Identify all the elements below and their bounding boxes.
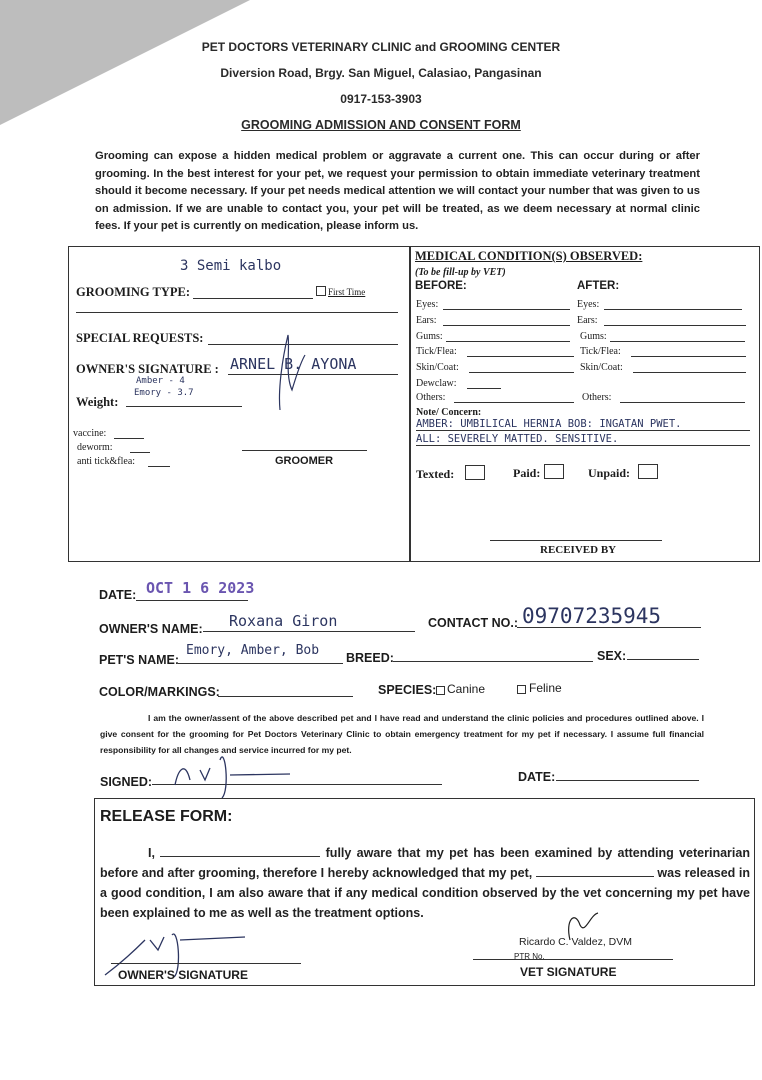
medical-title: MEDICAL CONDITION(S) OBSERVED: — [415, 249, 643, 263]
date-field[interactable] — [136, 600, 248, 601]
before-tickflea-field[interactable] — [467, 356, 574, 357]
form-title: GROOMING ADMISSION AND CONSENT FORM — [241, 118, 521, 132]
grooming-type-value: 3 Semi kalbo — [180, 258, 282, 274]
breed-label: BREED: — [346, 651, 394, 665]
color-markings-field[interactable] — [218, 696, 353, 697]
others-before-label: Others: — [416, 392, 446, 403]
note-label: Note/ Concern: — [416, 407, 482, 418]
pet-name-value: Emory, Amber, Bob — [186, 643, 320, 658]
color-markings-label: COLOR/MARKINGS: — [99, 685, 220, 699]
paid-label: Paid: — [513, 466, 541, 480]
others-after-field[interactable] — [620, 402, 745, 403]
owner-signature-value: ARNEL B. AYONA — [230, 355, 357, 373]
after-label: AFTER: — [577, 280, 620, 292]
others-before-field[interactable] — [454, 402, 574, 403]
received-by-line[interactable] — [490, 540, 662, 541]
before-gums-field[interactable] — [446, 341, 570, 342]
before-skincoat-field[interactable] — [469, 372, 574, 373]
unpaid-label: Unpaid: — [588, 466, 631, 480]
contact-label: CONTACT NO.: — [428, 616, 519, 630]
note-line-2: ALL: SEVERELY MATTED. SENSITIVE. — [416, 433, 619, 445]
pet-name-label: PET'S NAME: — [99, 653, 180, 667]
deworm-field[interactable] — [130, 452, 150, 453]
note-field-line-1[interactable] — [416, 430, 750, 431]
before-tickflea-label: Tick/Flea: — [416, 346, 457, 357]
texted-checkbox[interactable] — [465, 465, 485, 480]
release-text-b: was released in a good condition, I am also aware that if any medical condition observed by the vet concerning my pet have been explained to me as well as the treatment options. — [100, 866, 750, 920]
owner-signature-scribble — [250, 330, 330, 415]
release-paragraph — [100, 843, 750, 923]
vaccine-field[interactable] — [114, 438, 144, 439]
after-ears-label: Ears: — [577, 315, 598, 326]
dewclaw-field[interactable] — [467, 388, 501, 389]
release-i: I, — [148, 846, 155, 860]
after-skincoat-label: Skin/Coat: — [580, 362, 623, 373]
release-title: RELEASE FORM: — [100, 808, 233, 825]
pet-name-field[interactable] — [178, 663, 343, 664]
groomer-label: GROOMER — [275, 455, 334, 467]
sex-label: SEX: — [597, 649, 627, 663]
after-tickflea-field[interactable] — [631, 356, 746, 357]
canine-checkbox[interactable] — [436, 686, 445, 695]
scan-corner-shadow — [0, 0, 250, 125]
feline-checkbox[interactable] — [517, 685, 526, 694]
after-gums-label: Gums: — [580, 331, 607, 342]
special-requests-label: SPECIAL REQUESTS: — [76, 331, 204, 345]
before-eyes-field[interactable] — [443, 309, 570, 310]
note-field-line-2[interactable] — [416, 445, 750, 446]
release-pet-name-field[interactable] — [536, 864, 654, 877]
vaccine-label: vaccine: — [73, 428, 107, 439]
species-label: SPECIES: — [378, 683, 437, 697]
deworm-label: deworm: — [77, 442, 113, 453]
after-skincoat-field[interactable] — [633, 372, 746, 373]
note-line-1: AMBER: UMBILICAL HERNIA BOB: INGATAN PWET. — [416, 418, 682, 430]
weight-label: Weight: — [76, 395, 119, 409]
weight-field[interactable] — [126, 406, 242, 407]
vet-signature-label: VET SIGNATURE — [520, 965, 617, 979]
grooming-type-label: GROOMING TYPE: — [76, 285, 191, 299]
others-after-label: Others: — [582, 392, 612, 403]
before-skincoat-label: Skin/Coat: — [416, 362, 459, 373]
clinic-name: PET DOCTORS VETERINARY CLINIC and GROOMING CENTER — [201, 40, 561, 54]
first-time-checkbox[interactable] — [316, 286, 326, 296]
after-gums-field[interactable] — [610, 341, 745, 342]
groomer-signature-line[interactable] — [242, 450, 367, 451]
owner-signature-label: OWNER'S SIGNATURE : — [76, 362, 219, 376]
weight-value-amber: Amber - 4 — [136, 376, 185, 386]
weight-value-emory: Emory - 3.7 — [134, 388, 194, 398]
after-eyes-label: Eyes: — [577, 299, 600, 310]
sex-field[interactable] — [627, 659, 699, 660]
paid-checkbox[interactable] — [544, 464, 564, 479]
release-owner-signature-line[interactable] — [111, 963, 301, 964]
after-eyes-field[interactable] — [604, 309, 742, 310]
anti-tick-field[interactable] — [148, 466, 170, 467]
medical-subtitle: (To be fill-up by VET) — [415, 267, 506, 278]
dewclaw-label: Dewclaw: — [416, 378, 457, 389]
unpaid-checkbox[interactable] — [638, 464, 658, 479]
release-text-a: fully aware that my pet has been examined by attending veterinarian before and after grooming, therefore I hereby acknowledged that my pet, — [100, 846, 750, 880]
breed-field[interactable] — [393, 661, 593, 662]
anti-tick-label: anti tick&flea: — [77, 456, 136, 467]
ptr-label: PTR No. — [514, 952, 545, 961]
grooming-type-line-2 — [76, 312, 398, 313]
feline-label: Feline — [529, 681, 562, 695]
vet-name: Ricardo C. Valdez, DVM — [519, 936, 633, 948]
after-tickflea-label: Tick/Flea: — [580, 346, 621, 357]
signed-date-field[interactable] — [556, 780, 699, 781]
canine-label: Canine — [447, 682, 486, 696]
intro-paragraph: Grooming can expose a hidden medical problem or aggravate a current one. This can occur during or after grooming. In the best interest for your pet, we request your permission to obtain immediate veterinary treatment should it become necessary. If your pet needs medical attention we will contact your number that was given to us on admission. If we are unable to contact you, your pet will be treated, as we deem necessary at normal clinic fees. If your pet is currently on medication, please inform us. — [95, 150, 700, 232]
contact-value: 09707235945 — [522, 604, 662, 628]
date-label: DATE: — [99, 588, 137, 602]
clinic-phone: 0917-153-3903 — [340, 92, 422, 106]
before-ears-field[interactable] — [443, 325, 570, 326]
owner-name-value: Roxana Giron — [229, 612, 338, 630]
received-by-label: RECEIVED BY — [540, 544, 617, 556]
signed-label: SIGNED: — [100, 775, 153, 789]
before-eyes-label: Eyes: — [416, 299, 439, 310]
before-gums-label: Gums: — [416, 331, 443, 342]
clinic-address: Diversion Road, Brgy. San Miguel, Calasiao, Pangasinan — [220, 66, 542, 80]
first-time-label: First Time — [328, 287, 366, 297]
owner-consent-signature — [160, 740, 300, 800]
release-owner-name-field[interactable] — [160, 844, 320, 857]
grooming-type-field[interactable] — [193, 298, 313, 299]
owner-name-field[interactable] — [203, 631, 415, 632]
box-divider — [409, 246, 411, 562]
consent-paragraph: I am the owner/assent of the above described pet and I have read and understand the clinic policies and procedures outlined above. I give consent for the grooming for Pet Doctors Veterinary Clinic to obtain emergency treatment for my pet if necessary. I assume full financial responsibility for all changes and service incurred for my pet. — [100, 713, 704, 755]
before-ears-label: Ears: — [416, 315, 437, 326]
after-ears-field[interactable] — [604, 325, 746, 326]
signed-date-label: DATE: — [518, 770, 556, 784]
release-owner-signature-label: OWNER'S SIGNATURE — [118, 968, 248, 982]
owner-name-label: OWNER'S NAME: — [99, 622, 203, 636]
texted-label: Texted: — [416, 467, 455, 481]
before-label: BEFORE: — [415, 280, 467, 292]
date-stamp: OCT 1 6 2023 — [146, 579, 255, 597]
vet-signature-line[interactable] — [473, 959, 673, 960]
